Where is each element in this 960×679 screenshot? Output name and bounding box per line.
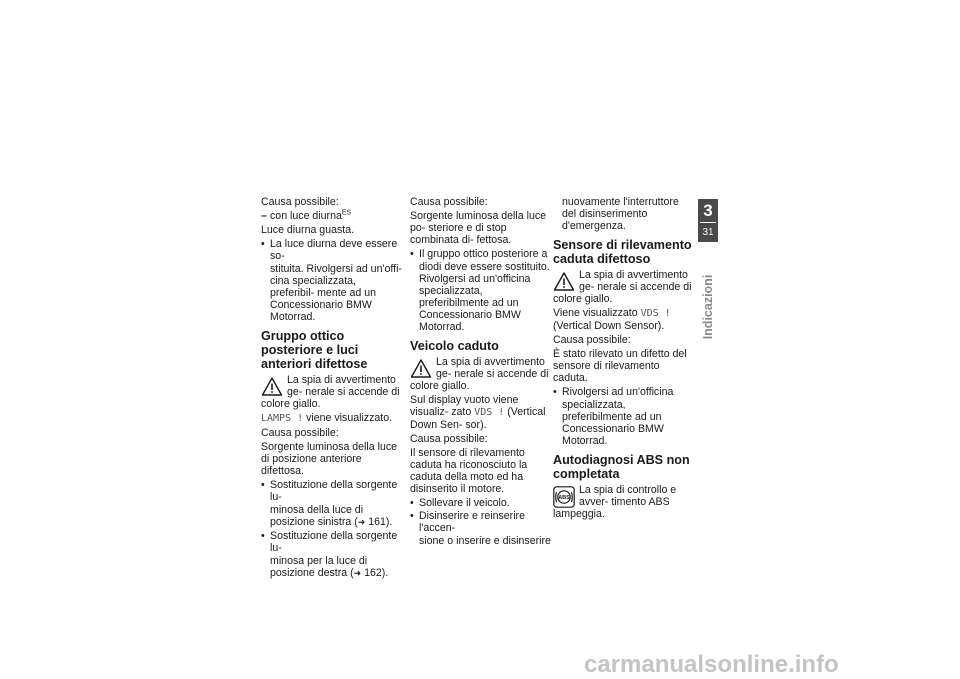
bullet-ignition-cont: sione o inserire e disinserire xyxy=(419,535,551,547)
page-number: 31 xyxy=(702,227,714,238)
bullet-left-light: • Sostituzione della sorgente lu- xyxy=(261,479,403,503)
bullet-contact-workshop-cont: specializzata, preferibilmente ad un Concessionario BMW Motorrad. xyxy=(562,399,664,447)
display-before: Sul display vuoto viene visualiz- zato xyxy=(410,394,519,418)
bullet-left-light-cont xyxy=(261,504,403,528)
drl-indicator-line xyxy=(261,210,403,222)
warning-text: La spia di avvertimento ge- nerale si accende di colore giallo. xyxy=(261,374,400,410)
warning-note xyxy=(410,356,552,392)
display-line xyxy=(410,394,552,431)
tab-divider xyxy=(700,222,716,223)
bullet-ignition: • Disinserire e reinserire l'accen- xyxy=(410,510,552,534)
section-heading-sensor-defective: Sensore di rilevamento caduta difettoso xyxy=(553,238,692,266)
section-heading-abs-selfdiag: Autodiagnosi ABS non completata xyxy=(553,453,690,481)
column-3 xyxy=(553,196,695,522)
column-2 xyxy=(410,196,552,549)
display-line xyxy=(261,412,403,425)
warning-triangle-icon xyxy=(261,376,283,398)
display-code: VDS ! xyxy=(474,407,505,418)
reference-arrow-icon: ➜ xyxy=(357,517,366,527)
drl-indicator-text: con luce diurna xyxy=(270,210,342,222)
cause-text: È stato rilevato un difetto del sensore di rilevamento caduta. xyxy=(553,348,687,384)
bullet-rear-light: • Il gruppo ottico posteriore a xyxy=(410,248,552,260)
bullet-left-light-cont-text: minosa della luce di posizione sinistra ( xyxy=(270,504,364,528)
cause-label: Causa possibile: xyxy=(553,334,631,346)
section-heading-rear-lights: Gruppo ottico posteriore e luci anteriori difettose xyxy=(261,329,368,371)
bullet-contact-workshop: • Rivolgersi ad un'officina xyxy=(553,386,695,398)
cause-label: Causa possibile: xyxy=(261,196,339,208)
display-code: VDS ! xyxy=(640,308,671,319)
cause-label-2: Causa possibile: xyxy=(410,433,488,445)
cause-label: Causa possibile: xyxy=(410,196,488,208)
cause-text-2: Il sensore di rilevamento caduta ha riconosciuto la caduta della moto ed ha disinserito il motore. xyxy=(410,447,528,495)
display-after: (Vertical Down Sen- sor). xyxy=(410,406,546,431)
watermark: carmanualsonline.info xyxy=(584,651,839,678)
chapter-tab xyxy=(698,199,718,242)
section-heading-vehicle-fallen: Veicolo caduto xyxy=(410,339,499,353)
cause-text: Sorgente luminosa della luce di posizione anteriore difettosa. xyxy=(261,441,398,477)
bullet-right-light-cont xyxy=(261,555,403,579)
bullet-ignition-cont-2: nuovamente l'interruttore del disinserimento d'emergenza. xyxy=(562,196,679,232)
drl-bullet: • La luce diurna deve essere so- xyxy=(261,238,403,262)
bullet-rear-light-cont: diodi deve essere sostituito. Rivolgersi ad un'officina specializzata, preferibilmente ad un Concessionario BMW Motorrad. xyxy=(419,261,550,333)
drl-indicator-sup: ES xyxy=(341,209,352,217)
abs-warning-text: La spia di controllo e avver- timento ABS lampeggia. xyxy=(553,484,677,520)
bullet-right-light-cont-text: minosa per la luce di posizione destra ( xyxy=(270,555,368,579)
display-line xyxy=(553,307,695,332)
bullet-right-light: • Sostituzione della sorgente lu- xyxy=(261,530,403,554)
warning-text: La spia di avvertimento ge- nerale si accende di colore giallo. xyxy=(410,356,549,392)
abs-warning-note xyxy=(553,484,695,520)
warning-text: La spia di avvertimento ge- nerale si accende di colore giallo. xyxy=(553,269,692,305)
chapter-side-label xyxy=(700,272,716,342)
cause-text: Sorgente luminosa della luce po- steriore e di stop combinata di- fettosa. xyxy=(410,210,547,246)
display-before: Viene visualizzato xyxy=(553,307,641,319)
display-after: viene visualizzato. xyxy=(303,412,393,424)
abs-warning-icon xyxy=(553,486,575,508)
display-after: (Vertical Down Sensor). xyxy=(553,320,665,332)
abs-icon-text: ABS xyxy=(558,495,570,501)
bullet-lift-vehicle: • Sollevare il veicolo. xyxy=(410,497,552,509)
column-1 xyxy=(261,196,403,581)
warning-note xyxy=(261,374,403,410)
page-ref-162[interactable]: 162). xyxy=(364,567,389,579)
chapter-side-label-text: Indicazioni xyxy=(701,274,715,340)
warning-triangle-icon xyxy=(410,358,432,380)
drl-bullet-cont: stituita. Rivolgersi ad un'offi- cina specializzata, preferibil- mente ad un Concessionario BMW Motorrad. xyxy=(270,263,402,323)
display-code: LAMPS ! xyxy=(261,413,304,424)
drl-fault-text: Luce diurna guasta. xyxy=(261,224,355,236)
warning-triangle-icon xyxy=(553,271,575,293)
reference-arrow-icon: ➜ xyxy=(353,568,362,578)
chapter-number: 3 xyxy=(703,201,713,220)
cause-label-2: Causa possibile: xyxy=(261,427,339,439)
warning-note xyxy=(553,269,695,305)
page-ref-161[interactable]: 161). xyxy=(368,516,393,528)
